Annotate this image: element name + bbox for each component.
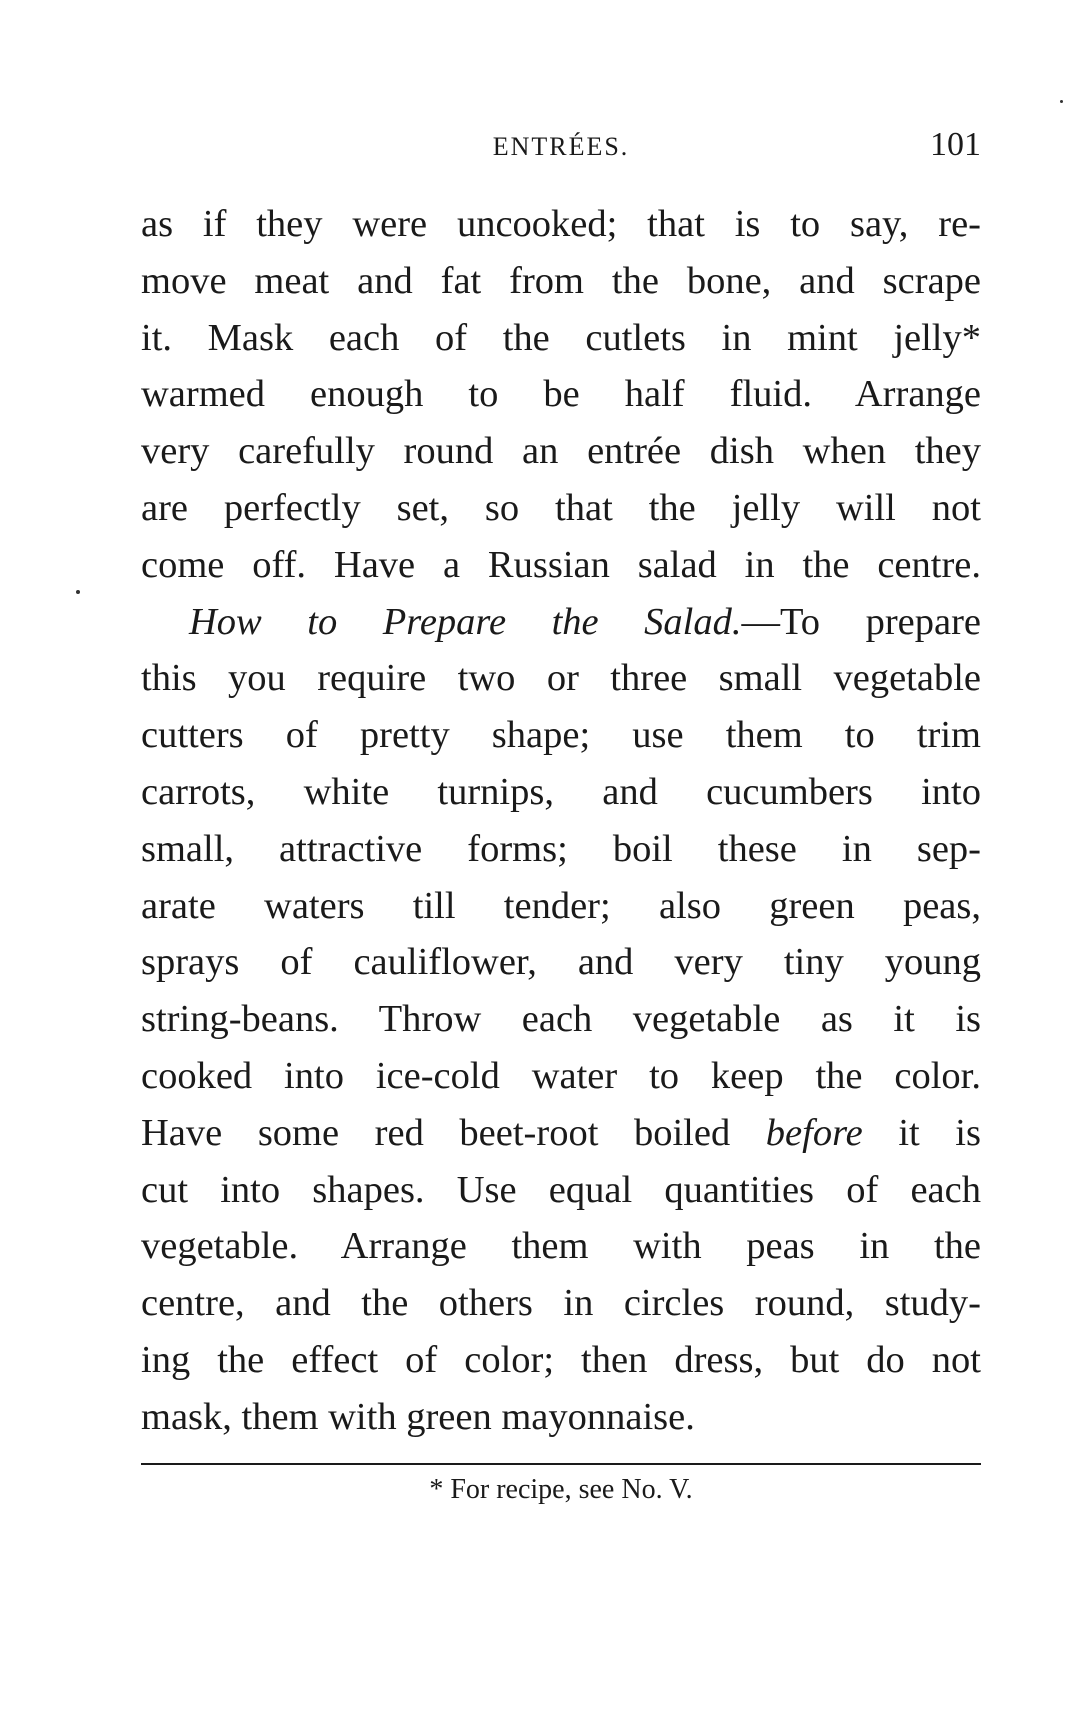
salad-heading-rest: —To prepare	[741, 600, 981, 643]
text-line: arate waters till tender; also green peas,	[141, 884, 981, 927]
text-line: it. Mask each of the cutlets in mint jelly*	[141, 316, 981, 359]
footnote-rule	[141, 1463, 981, 1465]
text-line: centre, and the others in circles round, study-	[141, 1282, 981, 1325]
text-line: cutters of pretty shape; use them to trim	[141, 714, 981, 757]
salad-heading: How to Prepare the Salad.	[189, 600, 742, 643]
text-line: warmed enough to be half fluid. Arrange	[141, 373, 981, 416]
salad-heading-line	[141, 594, 981, 651]
text-line: move meat and fat from the bone, and scrape	[141, 259, 981, 302]
footnote: * For recipe, see No. V.	[429, 1474, 693, 1505]
body-text	[141, 196, 981, 1446]
text-line-last: mask, them with green mayonnaise.	[141, 1395, 695, 1438]
margin-speck	[1060, 100, 1063, 103]
text-line: cut into shapes. Use equal quantities of each	[141, 1168, 981, 1211]
before-emphasis: before	[765, 1111, 863, 1154]
text-line: very carefully round an entrée dish when they	[141, 430, 981, 473]
text-line: small, attractive forms; boil these in sep-	[141, 827, 981, 870]
text-line: string-beans. Throw each vegetable as it is	[141, 998, 981, 1041]
text-line: ing the effect of color; then dress, but do not	[141, 1338, 981, 1381]
text-line: come off. Have a Russian salad in the centre.	[141, 543, 981, 586]
text-line: this you require two or three small vegetable	[141, 657, 981, 700]
before-line-pre: Have some red beet-root boiled	[141, 1111, 766, 1154]
before-line	[141, 1105, 981, 1162]
text-line: cooked into ice-cold water to keep the color.	[141, 1054, 981, 1097]
margin-speck	[76, 590, 80, 594]
text-line: carrots, white turnips, and cucumbers into	[141, 770, 981, 813]
page-number: 101	[930, 126, 981, 163]
page-header	[141, 126, 981, 176]
text-line: are perfectly set, so that the jelly will not	[141, 486, 981, 529]
text-line: as if they were uncooked; that is to say, re-	[141, 203, 981, 245]
running-head: ENTRÉES.	[492, 132, 630, 161]
before-line-post: it is	[862, 1111, 981, 1154]
text-line: sprays of cauliflower, and very tiny young	[141, 941, 981, 984]
text-line: vegetable. Arrange them with peas in the	[141, 1225, 981, 1268]
